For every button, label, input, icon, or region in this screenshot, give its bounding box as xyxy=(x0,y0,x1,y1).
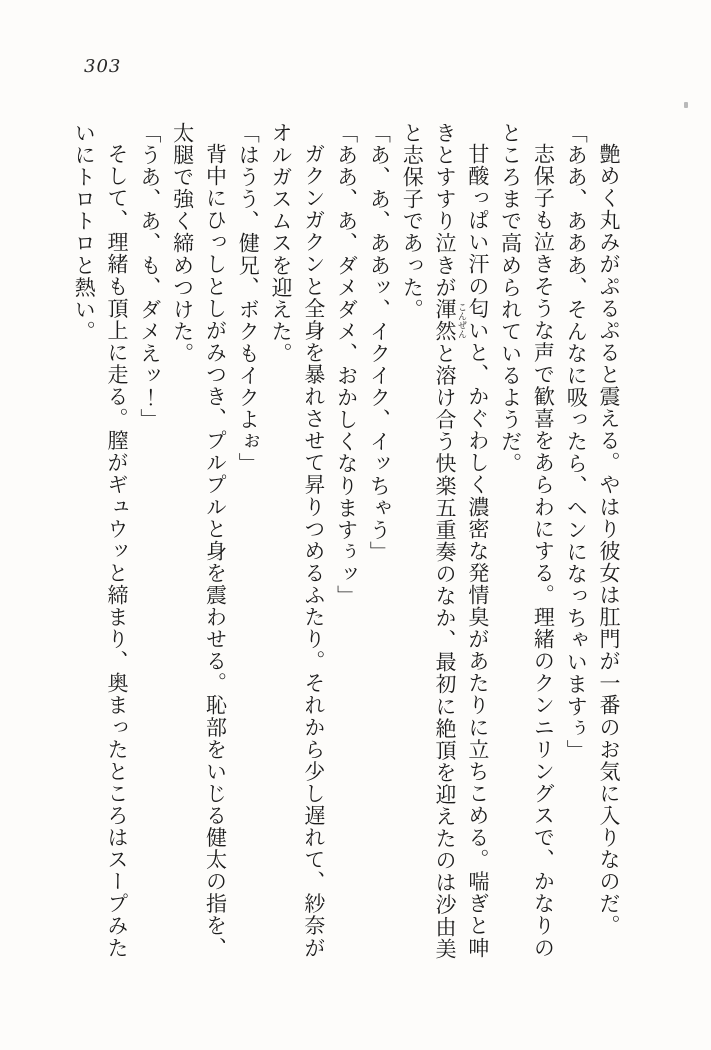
paragraph-1-narration: 艶めく丸みがぷるぷると震える。やはり彼女は肛門が一番のお気に入りなのだ。 xyxy=(597,143,621,937)
paragraph-4-pre-text: 甘酸っぱい汗の匂いと、かぐわしく濃密な発情臭があたりに立ちこめる。喘ぎと呻きとすすり泣きが xyxy=(433,122,490,959)
paragraph-3-narration: 志保子も泣きそうな声で歓喜をあらわにする。理緒のクンニリングスで、かなりのところまで高められているようだ。 xyxy=(498,122,556,959)
paragraph-4-narration xyxy=(395,122,493,960)
paragraph-2-dialogue: 「ああ、あああ、そんなに吸ったら、ヘンになっちゃいますぅ」 xyxy=(564,122,589,762)
scan-artifact xyxy=(684,102,688,108)
paragraph-6-dialogue: 「ああ、あ、ダメダメ、おかしくなりますぅッ」 xyxy=(334,122,359,608)
ruby-base-text: 渾然 xyxy=(433,298,458,343)
paragraph-5-dialogue: 「あ、あ、ああッ、イクイク、イッちゃう」 xyxy=(367,122,392,563)
page-number: 303 xyxy=(84,56,122,77)
paragraph-8-dialogue: 「はうう、健兄、ボクもイクよぉ」 xyxy=(236,122,261,475)
paragraph-10-dialogue: 「うあ、あ、も、ダメえッ！」 xyxy=(137,122,162,431)
paragraph-7-narration: ガクンガクンと全身を暴れさせて昇りつめるふたり。それから少し遅れて、紗奈がオルガスムスを迎えた。 xyxy=(269,122,326,959)
paragraph-9-narration: 背中にひっしとしがみつき、プルプルと身を震わせる。恥部をいじる健太の指を、太腿で強く締めつけた。 xyxy=(170,122,228,959)
furigana-ruby xyxy=(433,298,467,343)
paragraph-11-narration: そして、理緒も頂上に走る。膣がギュウッと締まり、奥まったところはスープみたいにトロトロと熱い。 xyxy=(72,122,130,959)
paragraph-4-post-text: と溶け合う快楽五重奏のなか、最初に絶頂を迎えたのは沙由美と志保子であった。 xyxy=(400,122,458,960)
ruby-annotation-text: こんぜん xyxy=(456,298,467,343)
vertical-text-block xyxy=(67,122,625,960)
